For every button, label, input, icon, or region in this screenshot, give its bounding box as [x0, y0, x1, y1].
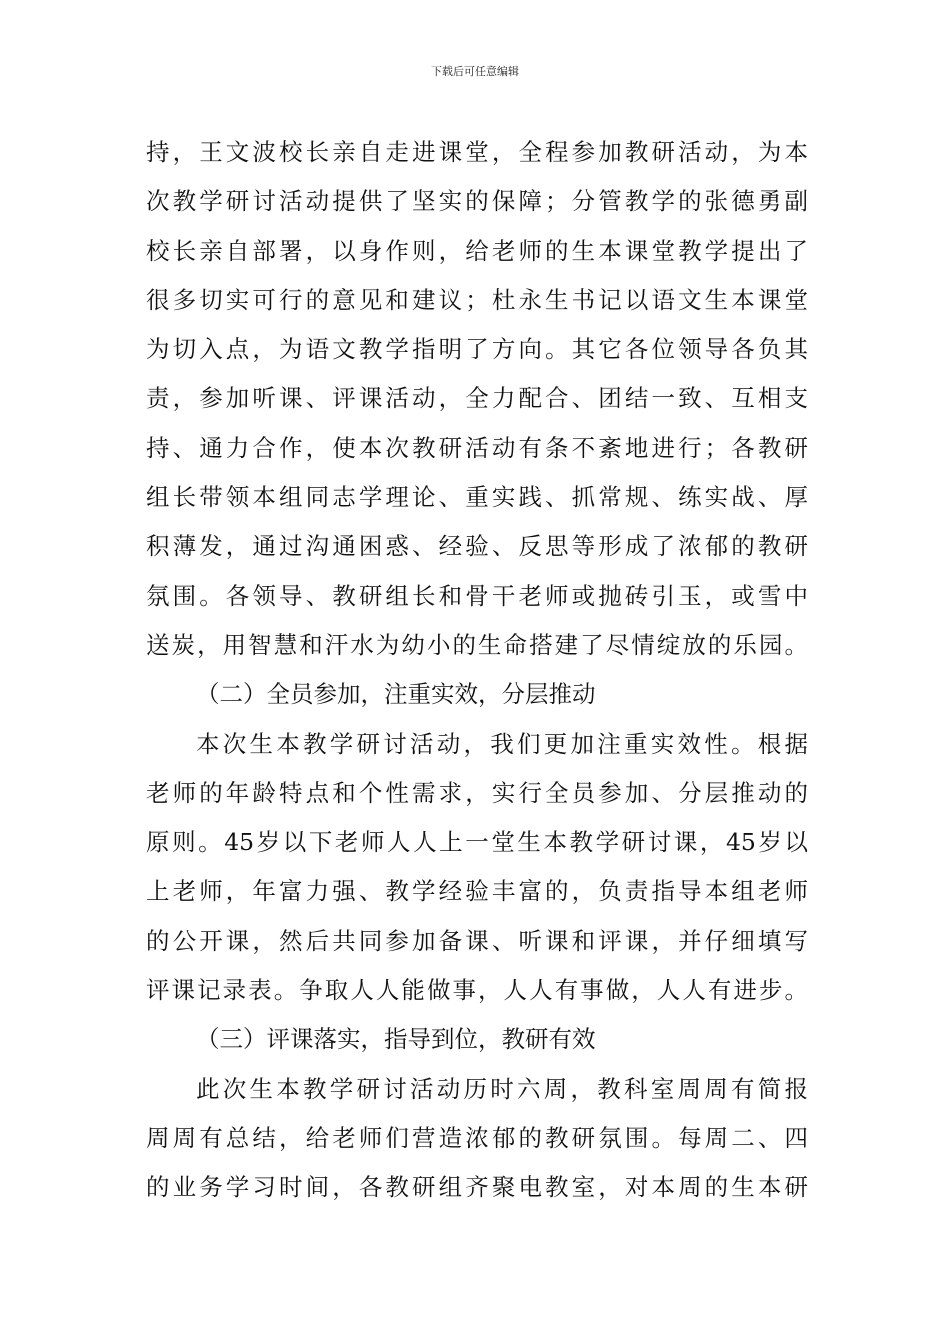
body-line: 为切入点，为语文教学指明了方向。其它各位领导各负其 — [146, 335, 808, 364]
body-line: 持、通力合作，使本次教研活动有条不紊地进行；各教研 — [146, 433, 808, 462]
body-line: 校长亲自部署，以身作则，给老师的生本课堂教学提出了 — [146, 236, 808, 265]
body-line: 上老师，年富力强、教学经验丰富的，负责指导本组老师 — [146, 877, 808, 906]
body-line: 的公开课，然后共同参加备课、听课和评课，并仔细填写 — [146, 926, 808, 955]
document-body — [146, 128, 808, 1213]
body-line: 送炭，用智慧和汗水为幼小的生命搭建了尽情绽放的乐园。 — [146, 630, 808, 659]
section-heading: （二）全员参加，注重实效，分层推动 — [196, 680, 596, 709]
body-line: 组长带领本组同志学理论、重实践、抓常规、练实战、厚 — [146, 483, 808, 512]
body-line: 很多切实可行的意见和建议；杜永生书记以语文生本课堂 — [146, 285, 808, 314]
body-line: 评课记录表。争取人人能做事，人人有事做，人人有进步。 — [146, 976, 808, 1005]
paragraph-first-line: 本次生本教学研讨活动，我们更加注重实效性。根据 — [196, 729, 808, 758]
body-line: 积薄发，通过沟通困惑、经验、反思等形成了浓郁的教研 — [146, 532, 808, 561]
section-heading: （三）评课落实，指导到位，教研有效 — [196, 1025, 596, 1054]
body-line: 持，王文波校长亲自走进课堂，全程参加教研活动，为本 — [146, 138, 808, 166]
body-line: 原则。45岁以下老师人人上一堂生本教学研讨课，45岁以 — [146, 828, 808, 857]
body-line: 老师的年龄特点和个性需求，实行全员参加、分层推动的 — [146, 778, 808, 807]
body-line: 次教学研讨活动提供了坚实的保障；分管教学的张德勇副 — [146, 187, 808, 216]
page-header: 下载后可任意编辑 — [431, 65, 519, 78]
body-line: 的业务学习时间，各教研组齐聚电教室，对本周的生本研 — [146, 1173, 808, 1202]
body-line: 责，参加听课、评课活动，全力配合、团结一致、互相支 — [146, 384, 808, 413]
paragraph-first-line: 此次生本教学研讨活动历时六周，教科室周周有简报 — [196, 1074, 808, 1103]
body-line: 氛围。各领导、教研组长和骨干老师或抛砖引玉，或雪中 — [146, 581, 808, 610]
body-line: 周周有总结，给老师们营造浓郁的教研氛围。每周二、四 — [146, 1123, 808, 1152]
